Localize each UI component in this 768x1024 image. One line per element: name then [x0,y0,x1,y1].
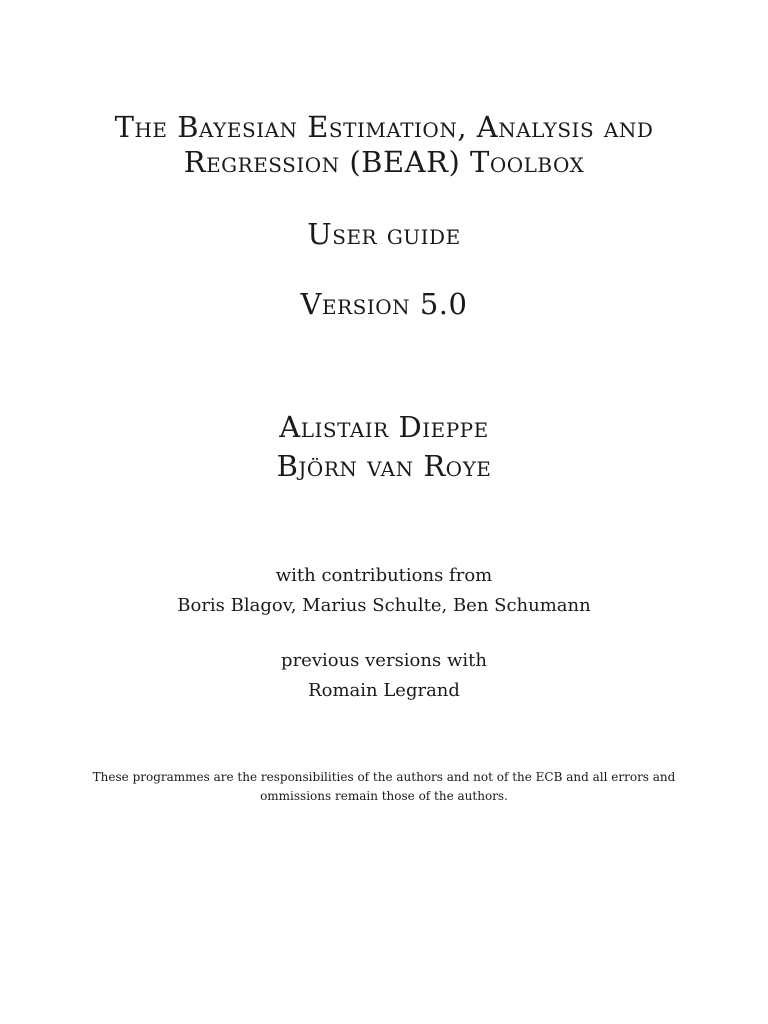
document-version: Version 5.0 [300,287,468,321]
disclaimer-line-1: These programmes are the responsibilities of the authors and not of the ECB and all errors and [92,770,676,784]
document-title-line-2: Regression (BEAR) Toolbox [183,145,585,179]
previous-versions-authors: Romain Legrand [308,680,460,701]
disclaimer-line-2: ommissions remain those of the authors. [260,789,508,803]
document-subtitle: User guide [307,217,461,251]
document-title-line-1: The Bayesian Estimation, Analysis and [114,110,654,144]
contributors-list: Boris Blagov, Marius Schulte, Ben Schumann [177,595,591,616]
author-name: Björn van Roye [276,449,492,483]
previous-versions-label: previous versions with [281,650,487,671]
author-name: Alistair Dieppe [279,410,489,444]
contributions-label: with contributions from [275,565,493,586]
